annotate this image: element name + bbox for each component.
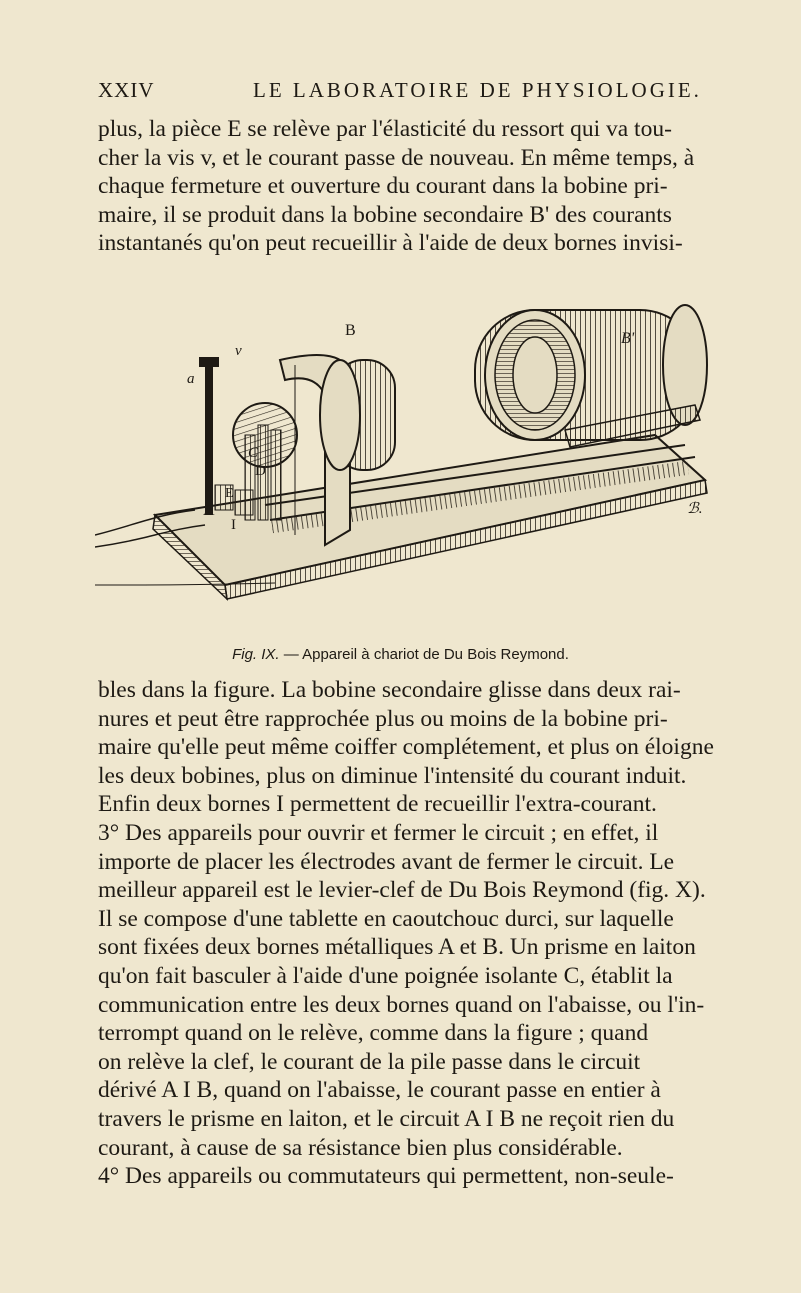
text-line: maire, il se produit dans la bobine secondaire B' des courants (98, 201, 672, 228)
label-D: D (255, 463, 266, 479)
page-folio: XXIV (98, 78, 155, 102)
text-line: cher la vis v, et le courant passe de nouveau. En même temps, à (98, 144, 695, 171)
text-line: importe de placer les électrodes avant de fermer le circuit. Le (98, 848, 675, 875)
text-line: instantanés qu'on peut recueillir à l'aide de deux bornes invisi- (98, 230, 683, 257)
text-line: les deux bobines, plus on diminue l'intensité du courant induit. (98, 762, 687, 789)
text-line: on relève la clef, le courant de la pile passe dans le circuit (98, 1048, 641, 1075)
text-line: Il se compose d'une tablette en caoutchouc durci, sur laquelle (98, 905, 674, 932)
text-line: plus, la pièce E se relève par l'élasticité du ressort qui va tou- (98, 116, 672, 142)
text-line: 4° Des appareils ou commutateurs qui permettent, non-seule- (98, 1163, 674, 1190)
label-a: a (187, 371, 195, 387)
label-I: I (231, 517, 236, 533)
text-line: Enfin deux bornes I permettent de recueillir l'extra-courant. (98, 791, 657, 818)
paragraph-bottom (98, 676, 730, 1191)
text-line: nures et peut être rapprochée plus ou moins de la bobine pri- (98, 705, 668, 732)
figure-caption (0, 646, 801, 663)
text-line: maire qu'elle peut même coiffer complétement, et plus on éloigne (98, 734, 714, 761)
running-header (98, 78, 738, 108)
caption-text: — Appareil à chariot de Du Bois Reymond. (279, 646, 569, 663)
text-line: meilleur appareil est le levier-clef de Du Bois Reymond (fig. X). (98, 877, 706, 904)
figure-induction-apparatus (95, 285, 715, 630)
text-line: terrompt quand on le relève, comme dans la figure ; quand (98, 1020, 649, 1047)
label-C: C (248, 445, 259, 461)
label-B: B (345, 322, 356, 339)
secondary-coil (475, 305, 707, 447)
text-line: travers le prisme en laiton, et le circuit A I B ne reçoit rien du (98, 1105, 675, 1132)
label-E: E (225, 486, 234, 501)
text-line: 3° Des appareils pour ouvrir et fermer le circuit ; en effet, il (98, 819, 659, 846)
engraver-signature: ℬ. (687, 501, 703, 517)
running-title: LE LABORATOIRE DE PHYSIOLOGIE. (253, 78, 702, 102)
text-line: sont fixées deux bornes métalliques A et B. Un prisme en laiton (98, 934, 696, 961)
text-line: communication entre les deux bornes quand on l'abaisse, ou l'in- (98, 991, 705, 1018)
figure-number: Fig. IX. (232, 646, 280, 663)
label-v: v (235, 343, 242, 359)
text-line: qu'on fait basculer à l'aide d'une poignée isolante C, établit la (98, 962, 673, 989)
label-A: A (203, 502, 215, 519)
text-line: bles dans la figure. La bobine secondaire glisse dans deux rai- (98, 677, 681, 703)
paragraph-top (98, 115, 730, 258)
text-line: dérivé A I B, quand on l'abaisse, le courant passe en entier à (98, 1077, 661, 1104)
text-line: courant, à cause de sa résistance bien plus considérable. (98, 1134, 623, 1161)
text-line: chaque fermeture et ouverture du courant dans la bobine pri- (98, 173, 668, 200)
label-B-prime: B' (621, 330, 635, 347)
base-board (153, 435, 707, 599)
